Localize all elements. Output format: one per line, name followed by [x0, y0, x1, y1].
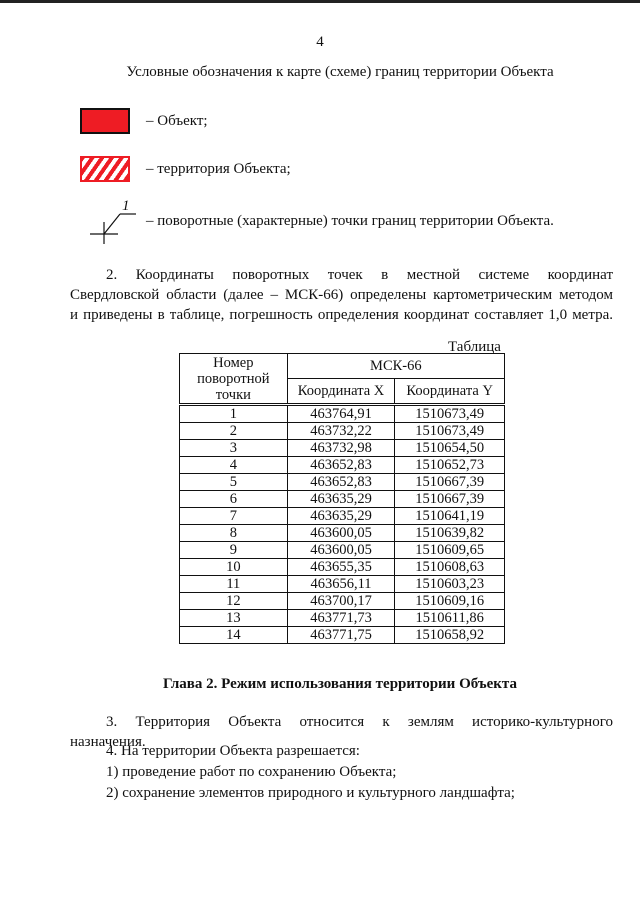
table-row	[180, 440, 505, 457]
cell-point: 14	[180, 627, 288, 644]
legend-label-turning-point: – поворотные (характерные) точки границ территории Объекта.	[146, 213, 554, 229]
table-row	[180, 457, 505, 474]
cell-y: 1510673,49	[395, 423, 505, 440]
legend-item-turning-point	[84, 198, 144, 246]
table-row	[180, 610, 505, 627]
cell-point: 10	[180, 559, 288, 576]
cell-y: 1510658,92	[395, 627, 505, 644]
cell-y: 1510603,23	[395, 576, 505, 593]
cell-x: 463600,05	[287, 542, 395, 559]
cell-x: 463700,17	[287, 593, 395, 610]
territory-hatch-icon	[80, 156, 130, 182]
cell-x: 463655,35	[287, 559, 395, 576]
cell-x: 463732,98	[287, 440, 395, 457]
cell-point: 8	[180, 525, 288, 542]
cell-x: 463635,29	[287, 491, 395, 508]
paragraph-3-line-1: 3. Территория Объекта относится к землям историко-культурного	[106, 714, 613, 730]
cell-y: 1510673,49	[395, 405, 505, 423]
cell-y: 1510652,73	[395, 457, 505, 474]
table-caption: Таблица	[448, 339, 501, 355]
chapter-title: Глава 2. Режим использования территории Объекта	[163, 676, 517, 692]
cell-y: 1510654,50	[395, 440, 505, 457]
cell-y: 1510609,65	[395, 542, 505, 559]
cell-x: 463652,83	[287, 474, 395, 491]
cell-y: 1510609,16	[395, 593, 505, 610]
cell-point: 2	[180, 423, 288, 440]
coordinates-table	[179, 353, 505, 644]
cell-x: 463656,11	[287, 576, 395, 593]
table-row	[180, 405, 505, 423]
cell-point: 7	[180, 508, 288, 525]
paragraph-4: 4. На территории Объекта разрешается:	[106, 743, 360, 759]
legend-label-object: – Объект;	[146, 113, 208, 129]
paragraph-2-line-2: Свердловской области (далее – МСК-66) определены картометрическим методом	[70, 287, 613, 303]
header-coordinate-x: Координата X	[287, 379, 395, 405]
paragraph-2-line-1: 2. Координаты поворотных точек в местной системе координат	[106, 267, 613, 283]
table-row	[180, 508, 505, 525]
table-body	[180, 405, 505, 644]
cell-x: 463600,05	[287, 525, 395, 542]
turning-point-marker-label: 1	[122, 198, 130, 214]
cell-y: 1510639,82	[395, 525, 505, 542]
cell-point: 12	[180, 593, 288, 610]
cell-y: 1510667,39	[395, 491, 505, 508]
header-coordinate-y: Координата Y	[395, 379, 505, 405]
cell-x: 463652,83	[287, 457, 395, 474]
cell-x: 463732,22	[287, 423, 395, 440]
cell-x: 463771,75	[287, 627, 395, 644]
list-item: 1) проведение работ по сохранению Объекта;	[106, 764, 397, 780]
table-row	[180, 627, 505, 644]
legend-item-territory	[80, 156, 130, 182]
cell-point: 5	[180, 474, 288, 491]
paragraph-2-line-3: и приведены в таблице, погрешность определения координат составляет 1,0 метра.	[70, 307, 613, 323]
cell-x: 463764,91	[287, 405, 395, 423]
cell-point: 13	[180, 610, 288, 627]
table-row	[180, 593, 505, 610]
cell-x: 463635,29	[287, 508, 395, 525]
table-row	[180, 559, 505, 576]
cell-point: 3	[180, 440, 288, 457]
cell-point: 11	[180, 576, 288, 593]
table-row	[180, 491, 505, 508]
cell-point: 1	[180, 405, 288, 423]
table-row	[180, 525, 505, 542]
cell-point: 9	[180, 542, 288, 559]
paragraph-2	[70, 265, 613, 325]
table-row	[180, 576, 505, 593]
scan-top-edge	[0, 0, 640, 3]
page-number: 4	[316, 34, 324, 50]
cell-y: 1510641,19	[395, 508, 505, 525]
header-coordinate-system: МСК-66	[287, 354, 504, 379]
object-symbol-icon	[80, 108, 130, 134]
header-point-number: Номер поворотной точки	[180, 354, 288, 405]
cell-y: 1510611,86	[395, 610, 505, 627]
legend-title: Условные обозначения к карте (схеме) границ территории Объекта	[126, 64, 554, 80]
cell-point: 6	[180, 491, 288, 508]
list-item: 2) сохранение элементов природного и культурного ландшафта;	[106, 785, 515, 801]
cell-x: 463771,73	[287, 610, 395, 627]
cell-y: 1510608,63	[395, 559, 505, 576]
legend-item-object	[80, 108, 130, 134]
paragraph-3-line-2: назначения.	[70, 734, 146, 750]
legend-label-territory: – территория Объекта;	[146, 161, 291, 177]
cell-point: 4	[180, 457, 288, 474]
table-row	[180, 474, 505, 491]
table-row	[180, 423, 505, 440]
table-row	[180, 542, 505, 559]
turning-point-icon	[84, 198, 144, 246]
cell-y: 1510667,39	[395, 474, 505, 491]
